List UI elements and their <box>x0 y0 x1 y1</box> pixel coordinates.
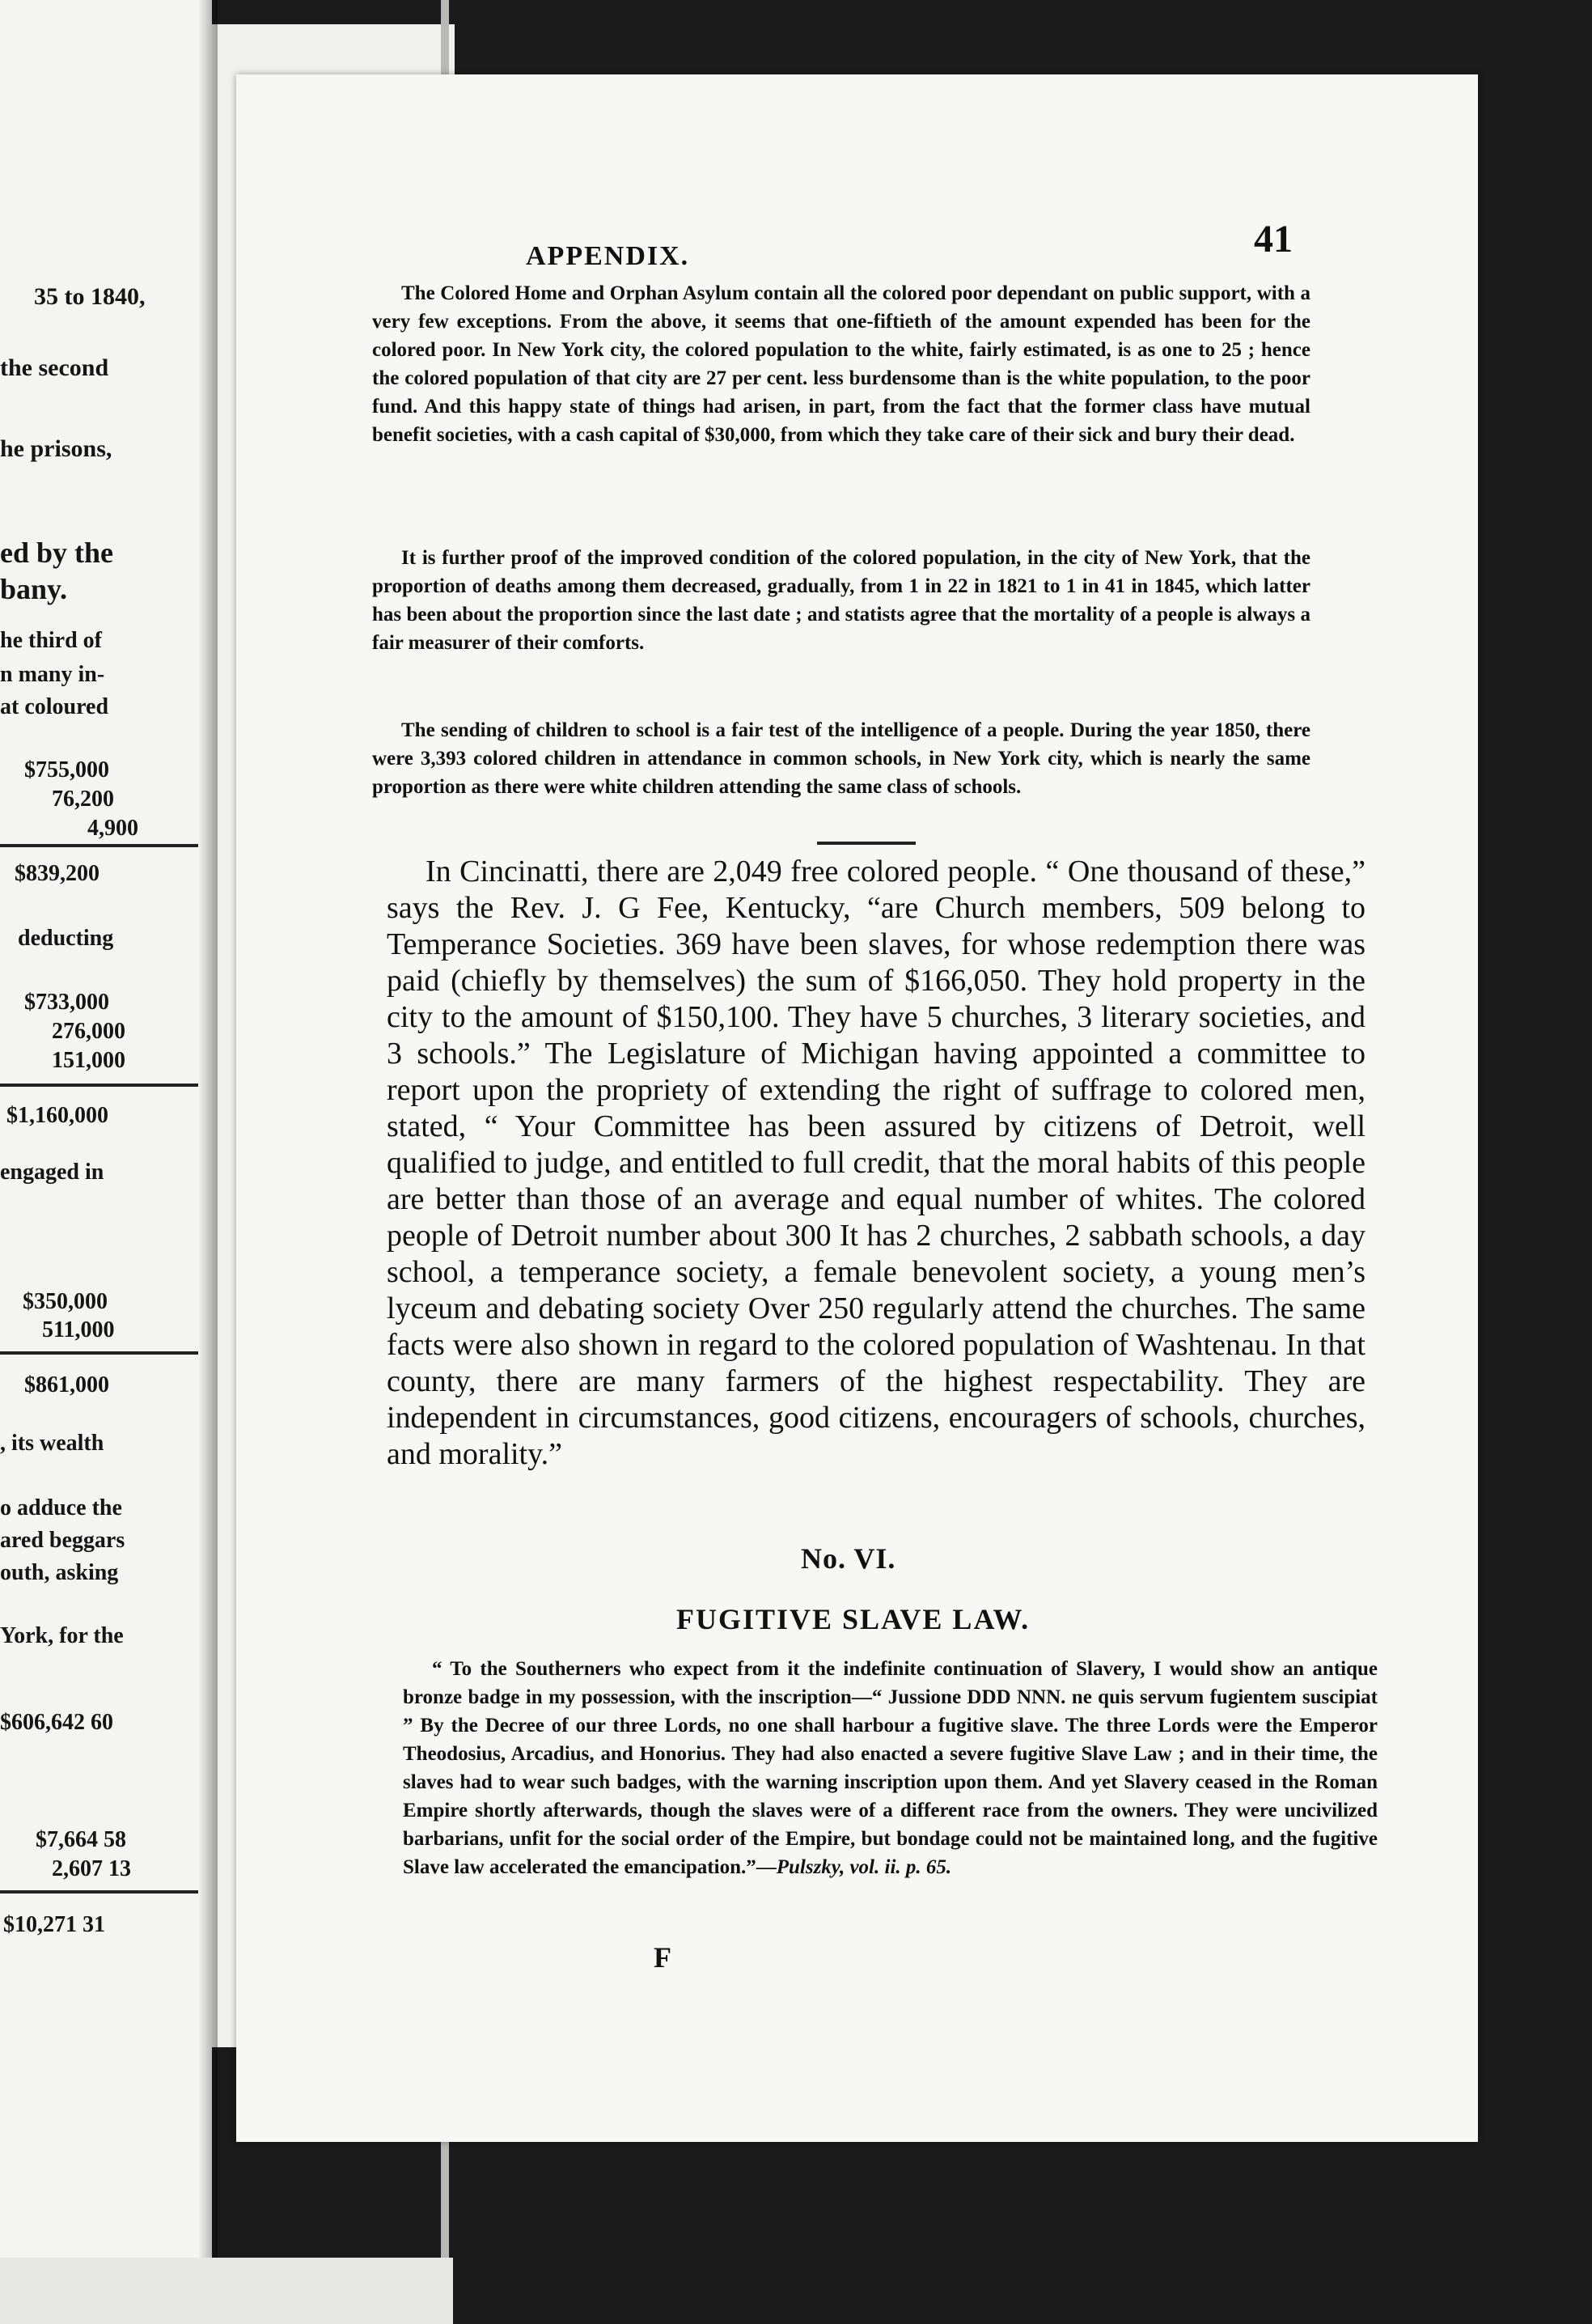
facing-page-rule <box>0 1351 198 1355</box>
facing-page-line: the second <box>0 354 109 381</box>
section-divider <box>817 842 916 845</box>
page-number: 41 <box>1254 218 1293 261</box>
facing-page-line: n many in- <box>0 662 105 687</box>
facing-page-line: o adduce the <box>0 1495 122 1520</box>
signature-mark: F <box>654 1941 671 1974</box>
paragraph-schools: The sending of children to school is a fair test of the intelligence of a people. During the year 1850, there were 3,393 colored children in attendance in common schools, in New York city, which is nearly the same proportion as there were white children attending the same class of schools. <box>372 719 1310 798</box>
facing-page-line: engaged in <box>0 1160 104 1185</box>
quote-citation: Pulszky, vol. ii. p. 65. <box>776 1856 952 1878</box>
facing-page-line: bany. <box>0 573 68 605</box>
facing-page-line: 76,200 <box>52 787 114 812</box>
facing-page-line: $606,642 60 <box>0 1710 113 1735</box>
facing-page-line: he prisons, <box>0 435 112 462</box>
facing-page-line: York, for the <box>0 1623 124 1648</box>
bottom-paper-strip <box>0 2258 453 2324</box>
facing-page-line: 511,000 <box>42 1317 115 1342</box>
facing-page-line: at coloured <box>0 694 109 719</box>
facing-page-line: $350,000 <box>23 1289 108 1314</box>
facing-page-line: $755,000 <box>24 757 109 782</box>
facing-page-line: , its wealth <box>0 1431 104 1456</box>
facing-page-rule <box>0 1890 198 1894</box>
paragraph-colored-home: The Colored Home and Orphan Asylum contain all the colored poor dependant on public support, with a very few exceptions. From the above, it seems that one-fiftieth of the amount expended has been for the colored poor. In New York city, the colored population to the white, fairly estimated, is as one to 25 ; hence the colored population of that city are 27 per cent. less burdensome than is the white population, to the poor fund. And this happy state of things had arisen, in part, from the fact that the former class have mutual benefit societies, with a cash capital of $30,000, from which they take care of their sick and bury their dead. <box>372 282 1310 446</box>
facing-page-rule <box>0 1084 198 1087</box>
paragraph-mortality: It is further proof of the improved condition of the colored population, in the city of New York, that the proportion of deaths among them decreased, gradually, from 1 in 22 in 1821 to 1 in 41 in 1845, which latter has been about the proportion since the last date ; and statists agree that the mortality of a people is always a fair measurer of their comforts. <box>372 547 1310 654</box>
facing-page-line: 151,000 <box>52 1048 125 1073</box>
facing-page-line: 4,900 <box>87 816 138 841</box>
paragraph-cincinnati: In Cincinatti, there are 2,049 free colored people. “ One thousand of these,” says the Rev. J. G Fee, Kentucky, “are Church members, 509 belong to Temperance Societies. 369 have been slaves, for whose redemption there was paid (chiefly by themselves) the sum of $166,050. They hold property in the city to the amount of $150,100. They have 5 churches, 3 literary societies, and 3 schools.” The Legislature of Michigan having appointed a committee to report upon the propriety of extending the right of suffrage to colored men, stated, “ Your Committee has been assured by citizens of Detroit, well qualified to judge, and entitled to full credit, that the moral habits of this people are better than those of an average and equal number of whites. The colored people of Detroit number about 300 It has 2 churches, 2 sabbath schools, a day school, a temperance society, a female benevolent society, a young men’s lyceum and debating society Over 250 regularly attend the churches. The same facts were also shown in regard to the colored population of Washtenau. In that county, there are many farmers of the highest respectability. They are independent in circumstances, good citizens, encouragers of schools, churches, and morality.” <box>387 855 1365 1471</box>
facing-page-rule <box>0 844 198 847</box>
quote-paragraph <box>403 1655 1378 1881</box>
facing-page-line: outh, asking <box>0 1560 119 1585</box>
facing-page-line: 276,000 <box>52 1019 125 1044</box>
section-number: No. VI. <box>801 1542 896 1575</box>
quote-text: “ To the Southerners who expect from it the indefinite continuation of Slavery, I would show an antique bronze badge in my possession, with the inscription—“ Jussione DDD NNN. ne quis servum fugientem suscipiat ” By the Decree of our three Lords, no one shall harbour a fugitive slave. The three Lords were the Emperor Theodosius, Arcadius, and Honorius. They had also enacted a severe fugitive Slave Law ; and in their time, the slaves had to wear such badges, with the warning inscription upon them. And yet Slavery ceased in the Roman Empire shortly afterwards, though the slaves were of a different race from the owners. They were uncivilized barbarians, unfit for the social order of the Empire, but bondage could not be maintained long, and the fugitive Slave law accelerated the emancipation.”— <box>403 1658 1378 1878</box>
section-title: FUGITIVE SLAVE LAW. <box>676 1603 1031 1635</box>
running-head: APPENDIX. <box>526 241 690 271</box>
facing-page-line: $839,200 <box>15 861 100 886</box>
facing-page-line: $1,160,000 <box>6 1103 108 1128</box>
facing-page-line: $10,271 31 <box>3 1912 105 1937</box>
facing-page-line: 2,607 13 <box>52 1856 131 1881</box>
facing-page-line: 35 to 1840, <box>34 283 146 310</box>
gutter-shadow <box>198 0 218 2324</box>
facing-page-left <box>0 0 212 2324</box>
facing-page-line: ed by the <box>0 536 114 569</box>
facing-page-line: $733,000 <box>24 990 109 1015</box>
facing-page-line: $7,664 58 <box>36 1827 126 1852</box>
facing-page-line: deducting <box>18 926 114 951</box>
facing-page-line: ared beggars <box>0 1528 125 1553</box>
facing-page-line: he third of <box>0 628 102 653</box>
facing-page-line: $861,000 <box>24 1372 109 1397</box>
